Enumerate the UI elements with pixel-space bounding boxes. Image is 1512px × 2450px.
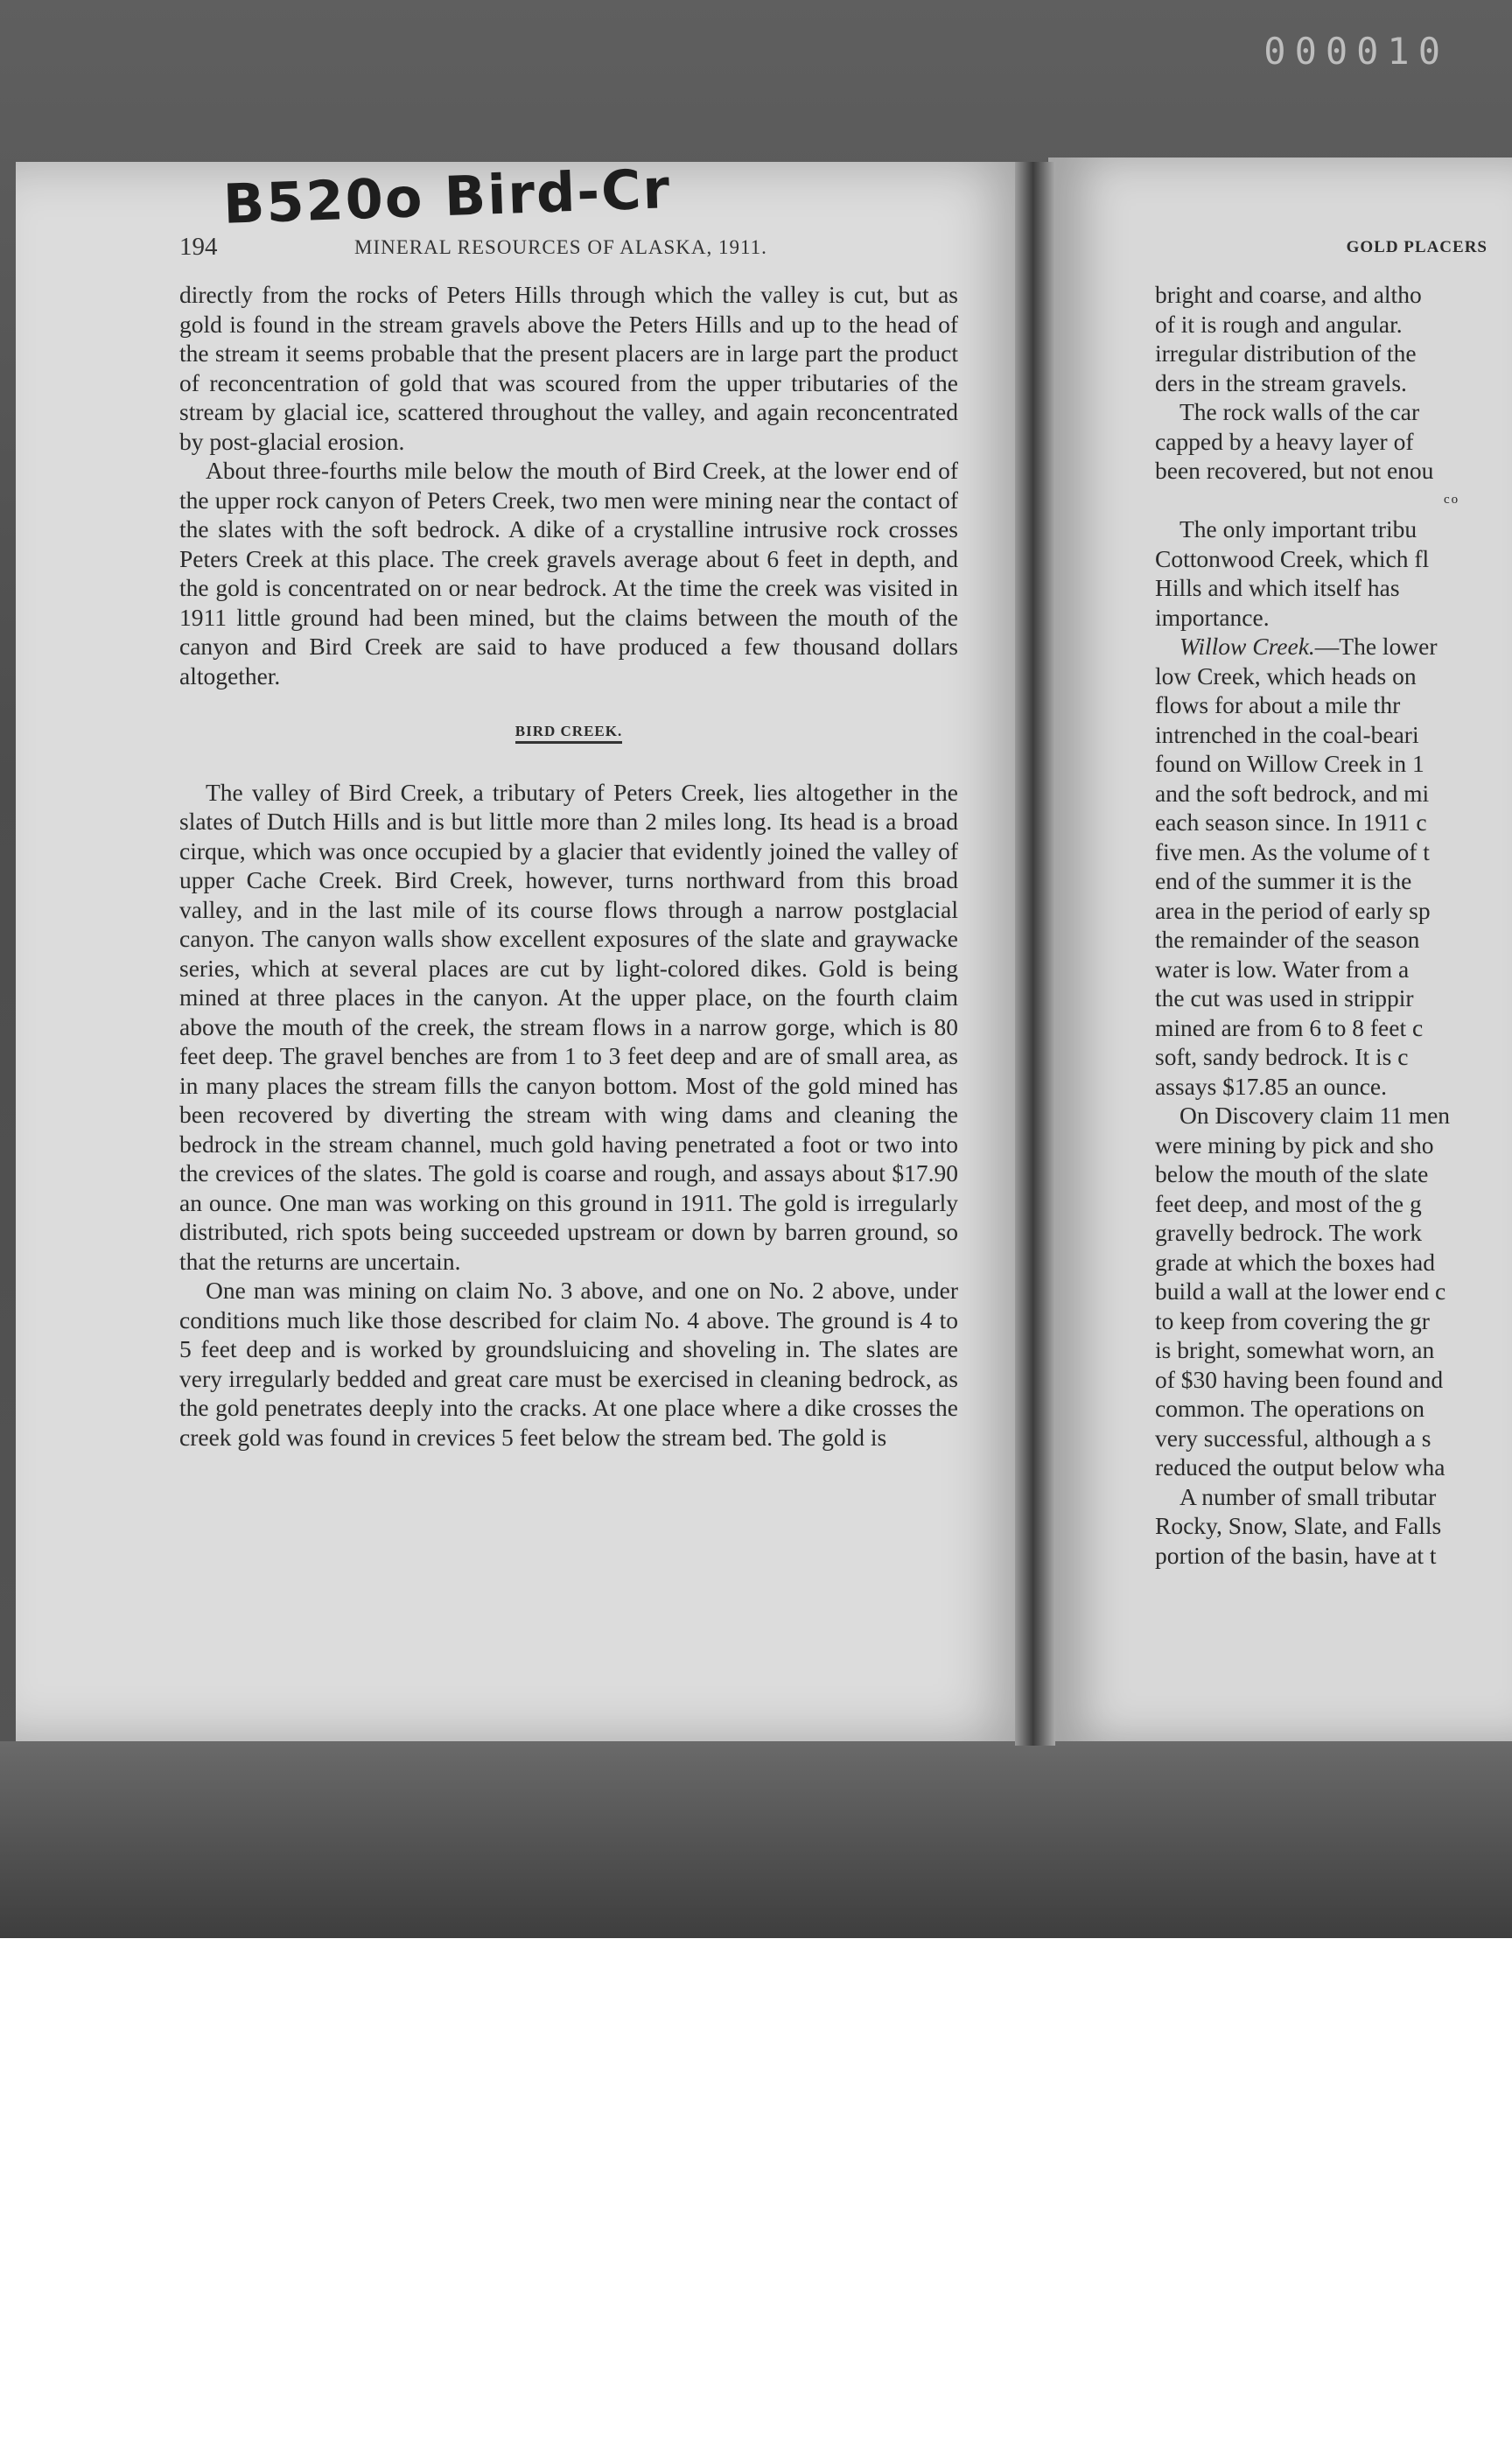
right-page-line: end of the summer it is the	[1155, 867, 1412, 894]
handwritten-note: B520o Bird-Cr	[221, 157, 673, 236]
right-page-line: of $30 having been found and	[1155, 1365, 1444, 1393]
paragraph: One man was mining on claim No. 3 above, and one on No. 2 above, under conditions much like those described for claim No. 4 above. The ground is 4 to 5 feet deep and is worked by groundsluicing and shoveling in. The slates are very irregularly bedded and great care must be exercised in cleaning bedrock, as the gold penetrates deeply into the cracks. At one place where a dike crosses the creek gold was found in crevices 5 feet below the stream bed. The gold is	[179, 1277, 958, 1451]
right-page-line: The only important tribu	[1180, 515, 1418, 542]
right-page-line: portion of the basin, have at t	[1155, 1541, 1437, 1569]
right-running-head: GOLD PLACERS	[1346, 238, 1488, 256]
paragraph: About three-fourths mile below the mouth of Bird Creek, at the lower end of the upper rock canyon of Peters Creek, two men were mining near the contact of the slates with the soft bedrock. A dike of a crystalline intrusive rock crosses Peters Creek at this place. The creek gravels average about 6 feet in depth, and the gold is concentrated on or near bedrock. At the time the creek was visited in 1911 little ground had been mined, but the claims between the mouth of the canyon and Bird Creek are said to have produced a few thousand dollars altogether.	[179, 457, 958, 690]
right-page-line: found on Willow Creek in 1	[1155, 750, 1424, 777]
right-page-line: feet deep, and most of the g	[1155, 1189, 1422, 1217]
right-page-line: Hills and which itself has	[1155, 574, 1400, 601]
right-page-line: of it is rough and angular.	[1155, 310, 1403, 338]
right-page-line: co	[1444, 492, 1460, 507]
right-page-line: grade at which the boxes had	[1155, 1248, 1435, 1276]
right-page-line: reduced the output below wha	[1155, 1453, 1446, 1480]
right-page-line: five men. As the volume of t	[1155, 837, 1430, 865]
right-page-line: very successful, although a s	[1155, 1424, 1432, 1452]
right-page-line: low Creek, which heads on	[1155, 662, 1417, 690]
right-page-line: water is low. Water from a	[1155, 955, 1410, 983]
right-page-line: irregular distribution of the	[1155, 340, 1417, 367]
right-page-line: been recovered, but not enou	[1155, 457, 1434, 484]
scan-stamp-number: 000010	[1264, 30, 1449, 73]
right-page-line: bright and coarse, and altho	[1155, 281, 1422, 308]
page-number: 194	[179, 233, 218, 261]
paragraph: The valley of Bird Creek, a tributary of Peters Creek, lies altogether in the slates of Dutch Hills and is but little more than 2 miles long. Its head is a broad cirque, which was once occupied by a glacier that evidently joined the valley of upper Cache Creek. Bird Creek, however, turns northward from this broad valley, and in the last mile of its course flows through a narrow postglacial canyon. The canyon walls show excellent exposures of the slate and graywacke series, which at several places are cut by light-colored dikes. Gold is being mined at three places in the canyon. At the upper place, on the fourth claim above the mouth of the creek, the stream flows in a narrow gorge, which is 80 feet deep. The gravel benches are from 1 to 3 feet deep and are of small area, as in many places the stream fills the canyon bottom. Most of the gold mined has been recovered by diverting the stream with wing dams and cleaning the bedrock in the stream channel, much gold having penetrated a foot or two into the crevices of the slates. The gold is coarse and rough, and assays about $17.90 an ounce. One man was working on this ground in 1911. The gold is irregularly distributed, rich spots being succeeded upstream or down by barren ground, so that the returns are uncertain.	[179, 778, 958, 1275]
right-page-line: is bright, somewhat worn, an	[1155, 1336, 1435, 1363]
right-page-line: area in the period of early sp	[1155, 896, 1431, 924]
right-page-line: and the soft bedrock, and mi	[1155, 779, 1430, 807]
right-page-line: mined are from 6 to 8 feet c	[1155, 1013, 1424, 1041]
right-page-line: capped by a heavy layer of	[1155, 427, 1414, 455]
right-page-line: common. The operations on	[1155, 1395, 1425, 1422]
right-page-line: ders in the stream gravels.	[1155, 368, 1407, 396]
section-heading-text: BIRD CREEK.	[515, 723, 622, 744]
right-page-line: intrenched in the coal-beari	[1155, 720, 1419, 748]
right-page-line: The rock walls of the car	[1180, 398, 1420, 425]
right-page-line: flows for about a mile thr	[1155, 691, 1401, 718]
right-page-line: each season since. In 1911 c	[1155, 808, 1427, 836]
running-title: MINERAL RESOURCES OF ALASKA, 1911.	[354, 236, 767, 258]
right-page-line: Cottonwood Creek, which fl	[1155, 544, 1430, 572]
right-page-line: Willow Creek.—The lower	[1180, 633, 1438, 660]
right-page-line: the cut was used in strippir	[1155, 984, 1414, 1012]
right-page-line: were mining by pick and sho	[1155, 1130, 1434, 1158]
right-page-line: below the mouth of the slate	[1155, 1160, 1429, 1187]
right-page-line: to keep from covering the gr	[1155, 1306, 1430, 1334]
right-page-line: gravelly bedrock. The work	[1155, 1219, 1422, 1246]
paragraph: directly from the rocks of Peters Hills through which the valley is cut, but as gold is found in the stream gravels above the Peters Hills and up to the head of the stream it seems probable that the present placers are in large part the product of reconcentration of gold that was scoured from the upper tributaries of the stream by glacial ice, scattered throughout the valley, and again reconcentrated by post-glacial erosion.	[179, 281, 958, 455]
right-page-line: On Discovery claim 11 men	[1180, 1102, 1451, 1129]
right-page-line: assays $17.85 an ounce.	[1155, 1072, 1388, 1100]
right-page-line: soft, sandy bedrock. It is c	[1155, 1043, 1409, 1070]
right-page-line: A number of small tributar	[1180, 1482, 1437, 1510]
right-page-line: the remainder of the season	[1155, 926, 1420, 953]
right-page-line: importance.	[1155, 603, 1270, 631]
right-page-body	[1155, 280, 1503, 1570]
right-page-line: build a wall at the lower end c	[1155, 1278, 1446, 1305]
right-page-line: Rocky, Snow, Slate, and Falls	[1155, 1512, 1442, 1539]
